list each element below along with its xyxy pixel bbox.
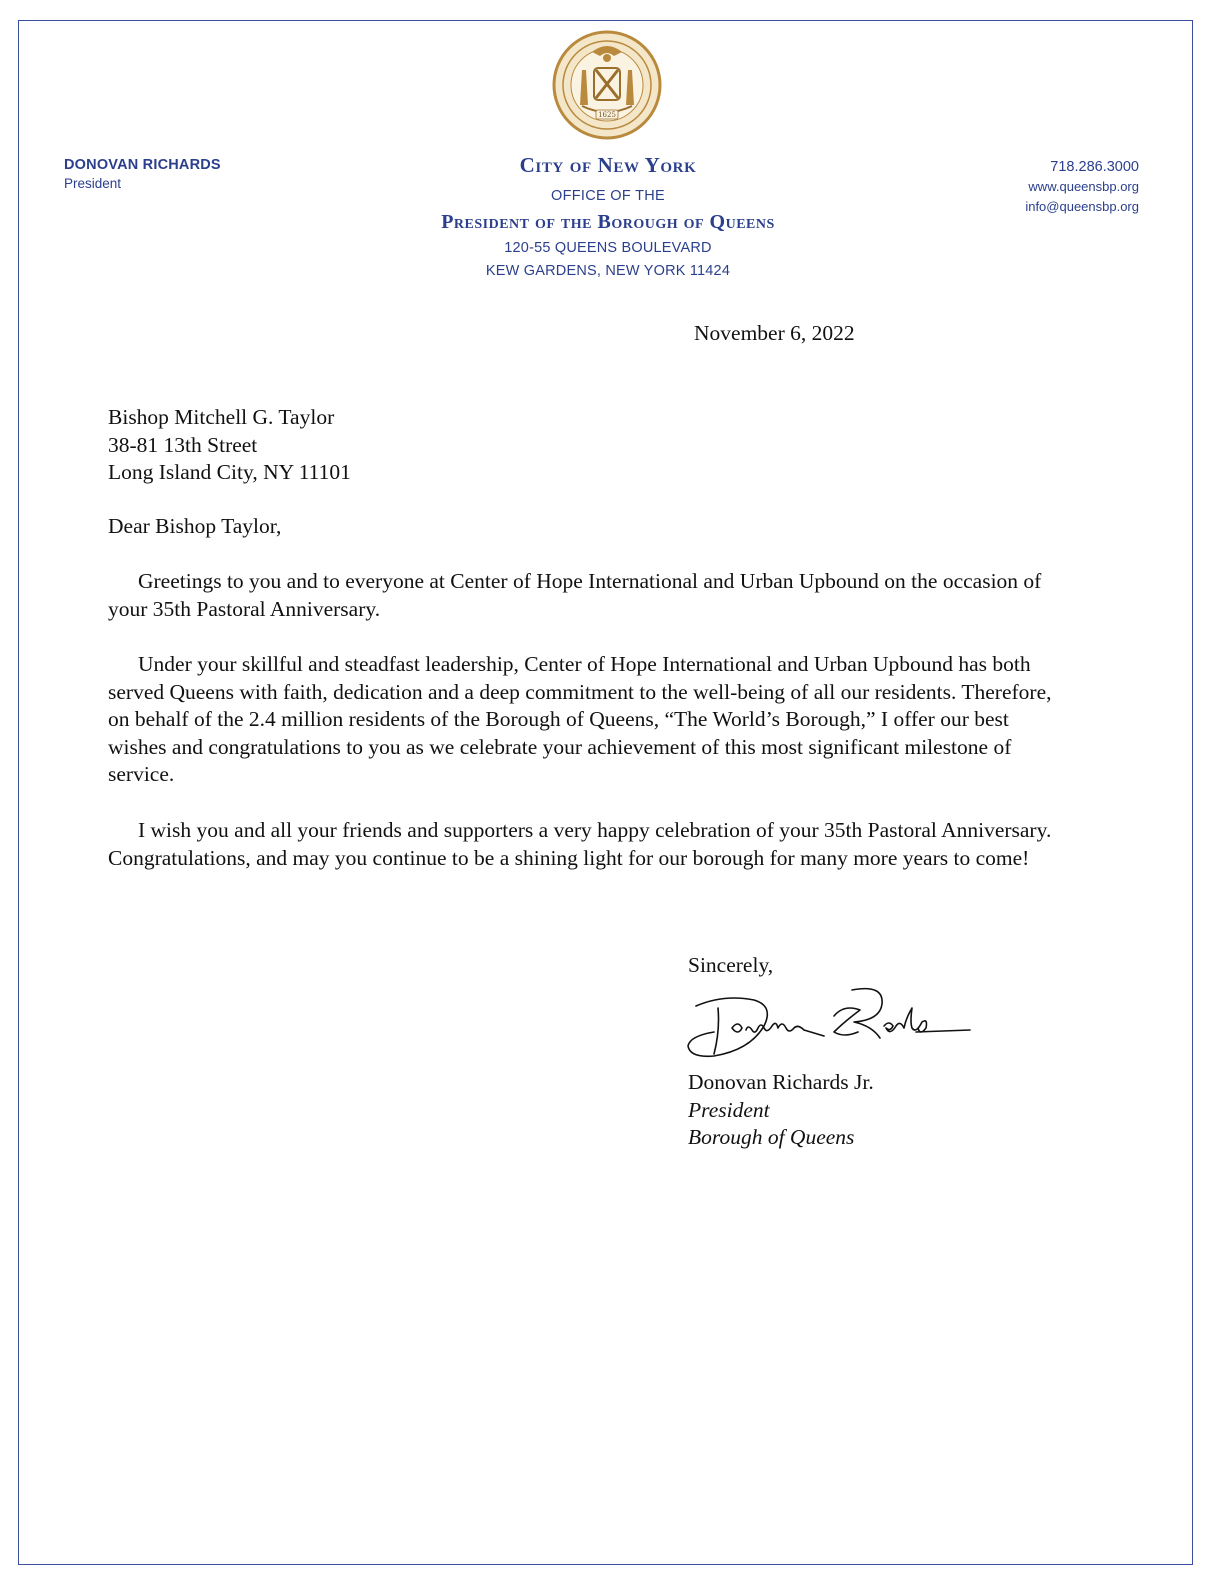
paragraph-2: Under your skillful and steadfast leadership, Center of Hope International and Urban Upbound has both served Queens with faith, dedication and a deep commitment to the well-being of all our residents. Therefore, on behalf of the 2.4 million residents of the Borough of Queens, “The World’s Borough,” I offer our best wishes and congratulations to you as we celebrate your achievement of this most significant milestone of service. [108,652,1052,786]
seal-year: 1625 [598,111,616,119]
signer-org: Borough of Queens [688,1125,855,1149]
closing: Sincerely, [688,953,774,977]
email-link[interactable]: info@queensbp.org [1025,199,1139,214]
president-name: DONOVAN RICHARDS [64,157,221,173]
address-line1: 120-55 QUEENS BOULEVARD [504,240,712,256]
signer-name: Donovan Richards Jr. [688,1070,874,1094]
letter-date: November 6, 2022 [694,321,855,345]
recipient-street: 38-81 13th Street [108,432,258,457]
recipient-city: Long Island City, NY 11101 [108,460,351,484]
salutation: Dear Bishop Taylor, [108,514,282,538]
president-title: President [64,176,122,191]
paragraph-3: I wish you and all your friends and supporters a very happy celebration of your 35th Pastoral Anniversary. Congratulations, and may you continue to be a shining light for our borough for many more years to come! [108,818,1052,870]
contact-info [1025,157,1139,217]
handwritten-signature-icon [684,986,974,1062]
recipient-address [108,404,351,487]
signer-block [688,1069,874,1152]
city-name: City of New York [519,153,697,177]
phone-number: 718.286.3000 [1050,159,1139,175]
signer-title: President [688,1097,770,1122]
office-line: OFFICE OF THE [551,188,665,204]
office-title: President of the Borough of Queens [441,211,775,233]
address-line2: KEW GARDENS, NEW YORK 11424 [485,263,731,279]
recipient-name: Bishop Mitchell G. Taylor [108,405,335,429]
website-link[interactable]: www.queensbp.org [1028,179,1139,194]
city-seal-icon [552,30,662,140]
paragraph-1: Greetings to you and to everyone at Center of Hope International and Urban Upbound on the occasion of your 35th Pastoral Anniversary. [108,569,1042,621]
